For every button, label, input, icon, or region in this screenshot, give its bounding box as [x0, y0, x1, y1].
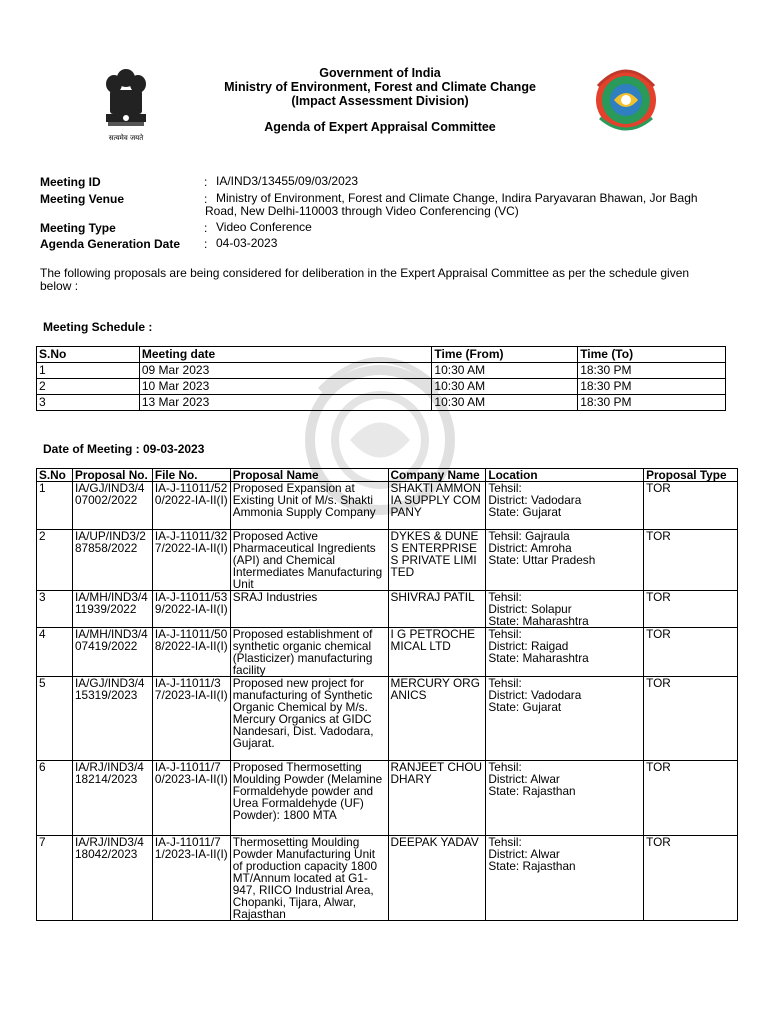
table-cell: TOR — [644, 530, 738, 591]
meeting-id-label: Meeting ID — [40, 175, 101, 189]
table-cell: Tehsil: District: Solapur State: Maharashtra — [486, 591, 644, 628]
table-cell: Proposed new project for manufacturing of Synthetic Organic Chemical by M/s. Mercury Organics at GIDC Nandesari, Dist. Vadodara, Gujarat. — [230, 677, 388, 761]
meeting-date-title: Date of Meeting : 09-03-2023 — [43, 442, 205, 456]
intro-text: The following proposals are being considered for deliberation in the Expert Appraisal Committee as per the schedule given below : — [40, 266, 690, 293]
agenda-date-value: 04-03-2023 — [216, 236, 278, 250]
header-line2: Ministry of Environment, Forest and Climate Change — [224, 80, 536, 94]
table-cell: 10:30 AM — [432, 363, 578, 379]
table-cell: DEEPAK YADAV — [388, 836, 486, 921]
table-cell: 2 — [37, 530, 73, 591]
table-cell: TOR — [644, 677, 738, 761]
table-cell: IA-J-11011/520/2022-IA-II(I) — [152, 482, 230, 530]
col-header: Location — [486, 469, 644, 482]
table-cell: Tehsil: District: Vadodara State: Gujarat — [486, 482, 644, 530]
col-header: Company Name — [388, 469, 486, 482]
table-row — [37, 628, 738, 677]
table-cell: 3 — [37, 591, 73, 628]
table-cell: 3 — [37, 395, 140, 411]
meeting-type-label: Meeting Type — [40, 221, 116, 235]
col-header: Meeting date — [139, 347, 432, 363]
table-cell: 18:30 PM — [578, 395, 726, 411]
col-header: S.No — [37, 469, 73, 482]
table-cell: IA-J-11011/327/2022-IA-II(I) — [152, 530, 230, 591]
table-cell: TOR — [644, 628, 738, 677]
table-row — [37, 482, 738, 530]
meeting-id-value: IA/IND3/13455/09/03/2023 — [216, 174, 359, 188]
table-row — [37, 363, 726, 379]
table-cell: IA/MH/IND3/411939/2022 — [72, 591, 152, 628]
table-cell: TOR — [644, 761, 738, 836]
schedule-table — [36, 346, 726, 411]
table-row — [37, 530, 738, 591]
table-cell: 10:30 AM — [432, 379, 578, 395]
table-cell: IA/MH/IND3/407419/2022 — [72, 628, 152, 677]
table-cell: TOR — [644, 591, 738, 628]
table-cell: Tehsil: District: Alwar State: Rajasthan — [486, 761, 644, 836]
table-cell: IA/RJ/IND3/418042/2023 — [72, 836, 152, 921]
table-cell: 1 — [37, 482, 73, 530]
table-row — [37, 591, 738, 628]
col-header: File No. — [152, 469, 230, 482]
colon: : — [204, 237, 208, 251]
table-row — [37, 836, 738, 921]
table-cell: 4 — [37, 628, 73, 677]
col-header: Proposal No. — [72, 469, 152, 482]
agenda-date-label: Agenda Generation Date — [40, 237, 181, 251]
schedule-title: Meeting Schedule : — [43, 320, 153, 334]
table-cell: Proposed establishment of synthetic organic chemical (Plasticizer) manufacturing facility — [230, 628, 388, 677]
table-cell: 2 — [37, 379, 140, 395]
table-header-row — [37, 469, 738, 482]
table-cell: IA/UP/IND3/287858/2022 — [72, 530, 152, 591]
header-line1: Government of India — [319, 66, 441, 80]
table-cell: IA/GJ/IND3/407002/2022 — [72, 482, 152, 530]
ministry-logo-icon — [584, 56, 668, 140]
national-emblem-icon — [96, 64, 156, 146]
table-row — [37, 379, 726, 395]
table-cell: 1 — [37, 363, 140, 379]
table-row — [37, 395, 726, 411]
table-cell: DYKES & DUNES ENTERPRISES PRIVATE LIMITED — [388, 530, 486, 591]
col-header: S.No — [37, 347, 140, 363]
meeting-type-value: Video Conference — [216, 220, 312, 234]
table-cell: Proposed Expansion at Existing Unit of M/s. Shakti Ammonia Supply Company — [230, 482, 388, 530]
table-cell: 5 — [37, 677, 73, 761]
table-cell: IA/GJ/IND3/415319/2023 — [72, 677, 152, 761]
header-line3: (Impact Assessment Division) — [291, 94, 469, 108]
table-cell: IA-J-11011/539/2022-IA-II(I) — [152, 591, 230, 628]
table-cell: SRAJ Industries — [230, 591, 388, 628]
table-cell: 10 Mar 2023 — [139, 379, 432, 395]
col-header: Proposal Name — [230, 469, 388, 482]
table-cell: Tehsil: District: Alwar State: Rajasthan — [486, 836, 644, 921]
table-header-row — [37, 347, 726, 363]
table-cell: 6 — [37, 761, 73, 836]
meeting-venue-label: Meeting Venue — [40, 192, 125, 206]
table-cell: SHAKTI AMMONIA SUPPLY COMPANY — [388, 482, 486, 530]
table-cell: TOR — [644, 482, 738, 530]
table-cell: 10:30 AM — [432, 395, 578, 411]
table-cell: IA-J-11011/508/2022-IA-II(I) — [152, 628, 230, 677]
table-cell: 18:30 PM — [578, 363, 726, 379]
table-cell: 09 Mar 2023 — [139, 363, 432, 379]
emblem-caption: सत्यमेव जयते — [108, 134, 144, 142]
table-cell: Tehsil: District: Raigad State: Maharashtra — [486, 628, 644, 677]
table-cell: I G PETROCHEMICAL LTD — [388, 628, 486, 677]
agenda-table — [36, 468, 738, 921]
col-header: Proposal Type — [644, 469, 738, 482]
colon: : — [204, 221, 208, 235]
table-cell: IA-J-11011/37/2023-IA-II(I) — [152, 677, 230, 761]
colon: : — [204, 175, 208, 189]
table-row — [37, 761, 738, 836]
table-cell: SHIVRAJ PATIL — [388, 591, 486, 628]
table-cell: 13 Mar 2023 — [139, 395, 432, 411]
table-cell: Proposed Thermosetting Moulding Powder (Melamine Formaldehyde powder and Urea Formaldehyde (UF) Powder): 1800 MTA — [230, 761, 388, 836]
page-title: Agenda of Expert Appraisal Committee — [264, 120, 496, 134]
colon: : — [204, 192, 208, 206]
table-cell: Proposed Active Pharmaceutical Ingredients (API) and Chemical Intermediates Manufacturing Unit — [230, 530, 388, 591]
col-header: Time (To) — [578, 347, 726, 363]
table-cell: 7 — [37, 836, 73, 921]
table-cell: IA-J-11011/70/2023-IA-II(I) — [152, 761, 230, 836]
table-cell: Thermosetting Moulding Powder Manufacturing Unit of production capacity 1800 MT/Annum located at G1-947, RIICO Industrial Area, Chopanki, Tijara, Alwar, Rajasthan — [230, 836, 388, 921]
table-cell: 18:30 PM — [578, 379, 726, 395]
meeting-venue-value: Ministry of Environment, Forest and Climate Change, Indira Paryavaran Bhawan, Jor Bagh Road, New Delhi-110003 through Video Conferencing (VC) — [205, 191, 698, 218]
table-row — [37, 677, 738, 761]
table-cell: TOR — [644, 836, 738, 921]
table-cell: MERCURY ORGANICS — [388, 677, 486, 761]
table-cell: IA-J-11011/71/2023-IA-II(I) — [152, 836, 230, 921]
table-cell: IA/RJ/IND3/418214/2023 — [72, 761, 152, 836]
table-cell: Tehsil: Gajraula District: Amroha State: Uttar Pradesh — [486, 530, 644, 591]
col-header: Time (From) — [432, 347, 578, 363]
table-cell: RANJEET CHOUDHARY — [388, 761, 486, 836]
table-cell: Tehsil: District: Vadodara State: Gujarat — [486, 677, 644, 761]
